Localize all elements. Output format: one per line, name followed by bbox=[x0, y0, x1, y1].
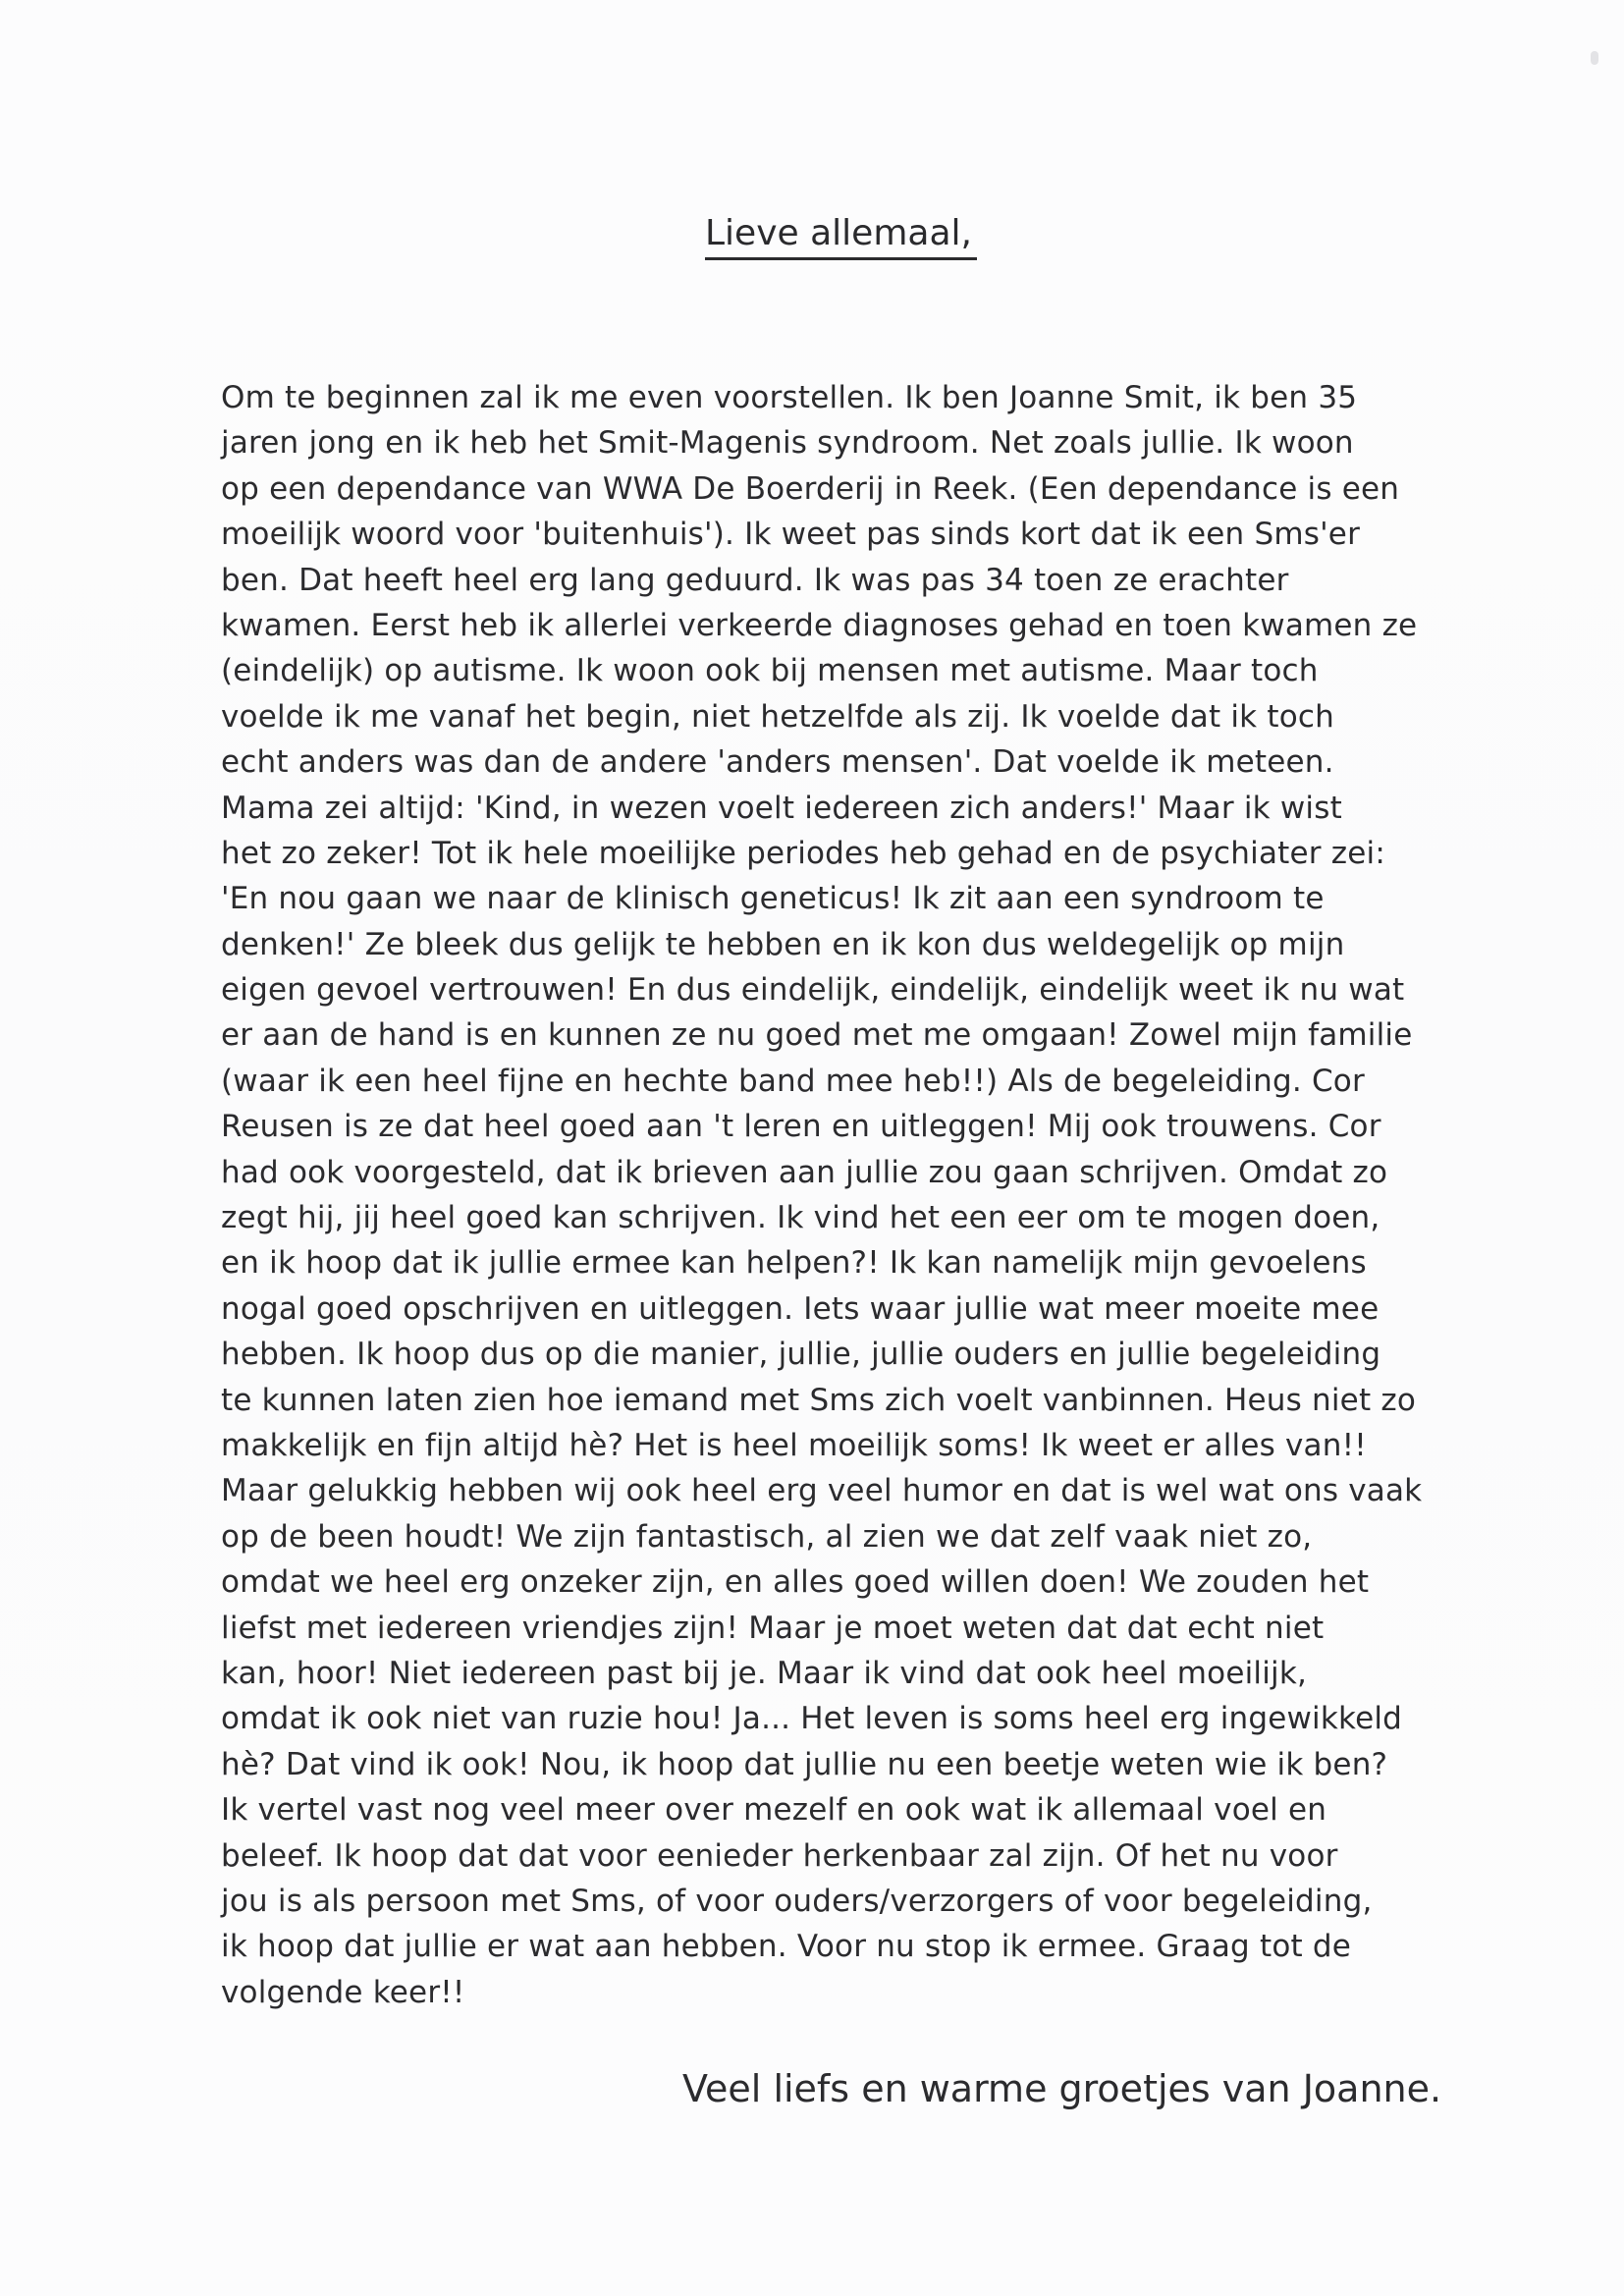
letter-line bbox=[221, 1924, 1473, 1969]
letter-line bbox=[221, 786, 1473, 831]
letter-line bbox=[221, 648, 1473, 693]
letter-line-text: ik hoop dat jullie er wat aan hebben. Voor nu stop ik ermee. Graag tot de bbox=[221, 1929, 1352, 1965]
letter-line bbox=[221, 1059, 1473, 1104]
letter-line-text: hè? Dat vind ik ook! Nou, ik hoop dat jullie nu een beetje weten wie ik ben? bbox=[221, 1746, 1388, 1782]
letter-line bbox=[221, 1879, 1473, 1924]
letter-line-text: Mama zei altijd: 'Kind, in wezen voelt iedereen zich anders!' Maar ik wist bbox=[221, 790, 1342, 826]
letter-line-text: kan, hoor! Niet iedereen past bij je. Maar ik vind dat ook heel moeilijk, bbox=[221, 1655, 1308, 1691]
letter-line bbox=[221, 1742, 1473, 1787]
letter-line-text: Om te beginnen zal ik me even voorstellen. Ik ben Joanne Smit, ik ben 35 bbox=[221, 380, 1358, 415]
letter-line bbox=[221, 1514, 1473, 1559]
letter-line bbox=[221, 1468, 1473, 1513]
letter-line-text: had ook voorgesteld, dat ik brieven aan jullie zou gaan schrijven. Omdat zo bbox=[221, 1154, 1388, 1190]
letter-line bbox=[221, 466, 1473, 512]
letter-line bbox=[221, 512, 1473, 557]
letter-line bbox=[221, 1833, 1473, 1879]
letter-line-text: kwamen. Eerst heb ik allerlei verkeerde diagnoses gehad en toen kwamen ze bbox=[221, 607, 1418, 643]
letter-line-text: omdat we heel erg onzeker zijn, en alles goed willen doen! We zouden het bbox=[221, 1564, 1370, 1601]
letter-line-text: op de been houdt! We zijn fantastisch, al zien we dat zelf vaak niet zo, bbox=[221, 1518, 1313, 1555]
letter-line-text: Reusen is ze dat heel goed aan 't leren en uitleggen! Mij ook trouwens. Cor bbox=[221, 1109, 1381, 1145]
letter-line-text: ben. Dat heeft heel erg lang geduurd. Ik was pas 34 toen ze erachter bbox=[221, 562, 1289, 598]
letter-line bbox=[221, 1286, 1473, 1332]
letter-line-text: beleef. Ik hoop dat dat voor eenieder herkenbaar zal zijn. Of het nu voor bbox=[221, 1837, 1338, 1874]
letter-line bbox=[221, 1606, 1473, 1651]
letter-line-text: jaren jong en ik heb het Smit-Magenis syndroom. Net zoals jullie. Ik woon bbox=[221, 425, 1354, 462]
letter-line-text: makkelijk en fijn altijd hè? Het is heel moeilijk soms! Ik weet er alles van!! bbox=[221, 1427, 1367, 1463]
scan-artifact bbox=[1591, 51, 1598, 65]
letter-title-text: Lieve allemaal, bbox=[705, 213, 972, 253]
letter-line bbox=[221, 420, 1473, 465]
letter-line bbox=[221, 1651, 1473, 1696]
signature-text: Veel liefs en warme groetjes van Joanne. bbox=[682, 2067, 1442, 2110]
letter-line bbox=[221, 831, 1473, 876]
letter-line bbox=[221, 1240, 1473, 1285]
letter-line bbox=[221, 558, 1473, 603]
letter-line-text: zegt hij, jij heel goed kan schrijven. Ik vind het een eer om te mogen doen, bbox=[221, 1200, 1380, 1236]
letter-line-text: moeilijk woord voor 'buitenhuis'). Ik weet pas sinds kort dat ik een Sms'er bbox=[221, 517, 1361, 553]
letter-line bbox=[221, 1696, 1473, 1741]
letter-line bbox=[221, 1150, 1473, 1195]
letter-line-text: het zo zeker! Tot ik hele moeilijke periodes heb gehad en de psychiater zei: bbox=[221, 835, 1385, 871]
letter-line-text: Maar gelukkig hebben wij ook heel erg veel humor en dat is wel wat ons vaak bbox=[221, 1473, 1423, 1509]
letter-line-text: denken!' Ze bleek dus gelijk te hebben en ik kon dus weldegelijk op mijn bbox=[221, 926, 1345, 962]
letter-line bbox=[221, 876, 1473, 921]
letter-line bbox=[221, 1195, 1473, 1240]
letter-line bbox=[221, 1378, 1473, 1423]
letter-line-text: echt anders was dan de andere 'anders mensen'. Dat voelde ik meteen. bbox=[221, 744, 1334, 781]
letter-line-text: te kunnen laten zien hoe iemand met Sms zich voelt vanbinnen. Heus niet zo bbox=[221, 1382, 1417, 1418]
letter-line-text: er aan de hand is en kunnen ze nu goed met me omgaan! Zowel mijn familie bbox=[221, 1017, 1413, 1054]
letter-line-text: omdat ik ook niet van ruzie hou! Ja... Het leven is soms heel erg ingewikkeld bbox=[221, 1701, 1403, 1737]
letter-line bbox=[221, 1332, 1473, 1377]
letter-line bbox=[221, 375, 1473, 420]
letter-body bbox=[221, 375, 1473, 2015]
letter-signature bbox=[682, 2066, 1458, 2111]
letter-line-text: Ik vertel vast nog veel meer over mezelf en ook wat ik allemaal voel en bbox=[221, 1792, 1327, 1829]
letter-line-text: op een dependance van WWA De Boerderij in Reek. (Een dependance is een bbox=[221, 470, 1400, 507]
letter-line-text: hebben. Ik hoop dus op die manier, jullie, jullie ouders en jullie begeleiding bbox=[221, 1337, 1381, 1373]
letter-line-text: (waar ik een heel fijne en hechte band mee heb!!) Als de begeleiding. Cor bbox=[221, 1063, 1365, 1099]
title-underline bbox=[705, 257, 977, 260]
letter-line-text: 'En nou gaan we naar de klinisch geneticus! Ik zit aan een syndroom te bbox=[221, 881, 1325, 917]
letter-line-text: voelde ik me vanaf het begin, niet hetzelfde als zij. Ik voelde dat ik toch bbox=[221, 698, 1334, 735]
letter-line-text: nogal goed opschrijven en uitleggen. Iets waar jullie wat meer moeite mee bbox=[221, 1290, 1380, 1327]
letter-line bbox=[221, 1559, 1473, 1605]
letter-line-text: eigen gevoel vertrouwen! En dus eindelijk, eindelijk, eindelijk weet ik nu wat bbox=[221, 972, 1405, 1009]
letter-line bbox=[221, 739, 1473, 785]
letter-line bbox=[221, 1970, 1473, 2015]
letter-line bbox=[221, 1423, 1473, 1468]
letter-line-text: en ik hoop dat ik jullie ermee kan helpen?! Ik kan namelijk mijn gevoelens bbox=[221, 1245, 1367, 1282]
letter-line bbox=[221, 1012, 1473, 1058]
letter-line bbox=[221, 603, 1473, 648]
letter-line bbox=[221, 1104, 1473, 1149]
letter-line bbox=[221, 694, 1473, 739]
letter-line-text: volgende keer!! bbox=[221, 1974, 465, 2010]
letter-line-text: (eindelijk) op autisme. Ik woon ook bij mensen met autisme. Maar toch bbox=[221, 653, 1319, 689]
letter-line bbox=[221, 1787, 1473, 1832]
letter-line-text: liefst met iedereen vriendjes zijn! Maar je moet weten dat dat echt niet bbox=[221, 1610, 1325, 1646]
letter-line bbox=[221, 922, 1473, 967]
letter-title bbox=[705, 210, 980, 257]
letter-line bbox=[221, 967, 1473, 1012]
letter-line-text: jou is als persoon met Sms, of voor ouders/verzorgers of voor begeleiding, bbox=[221, 1883, 1373, 1919]
